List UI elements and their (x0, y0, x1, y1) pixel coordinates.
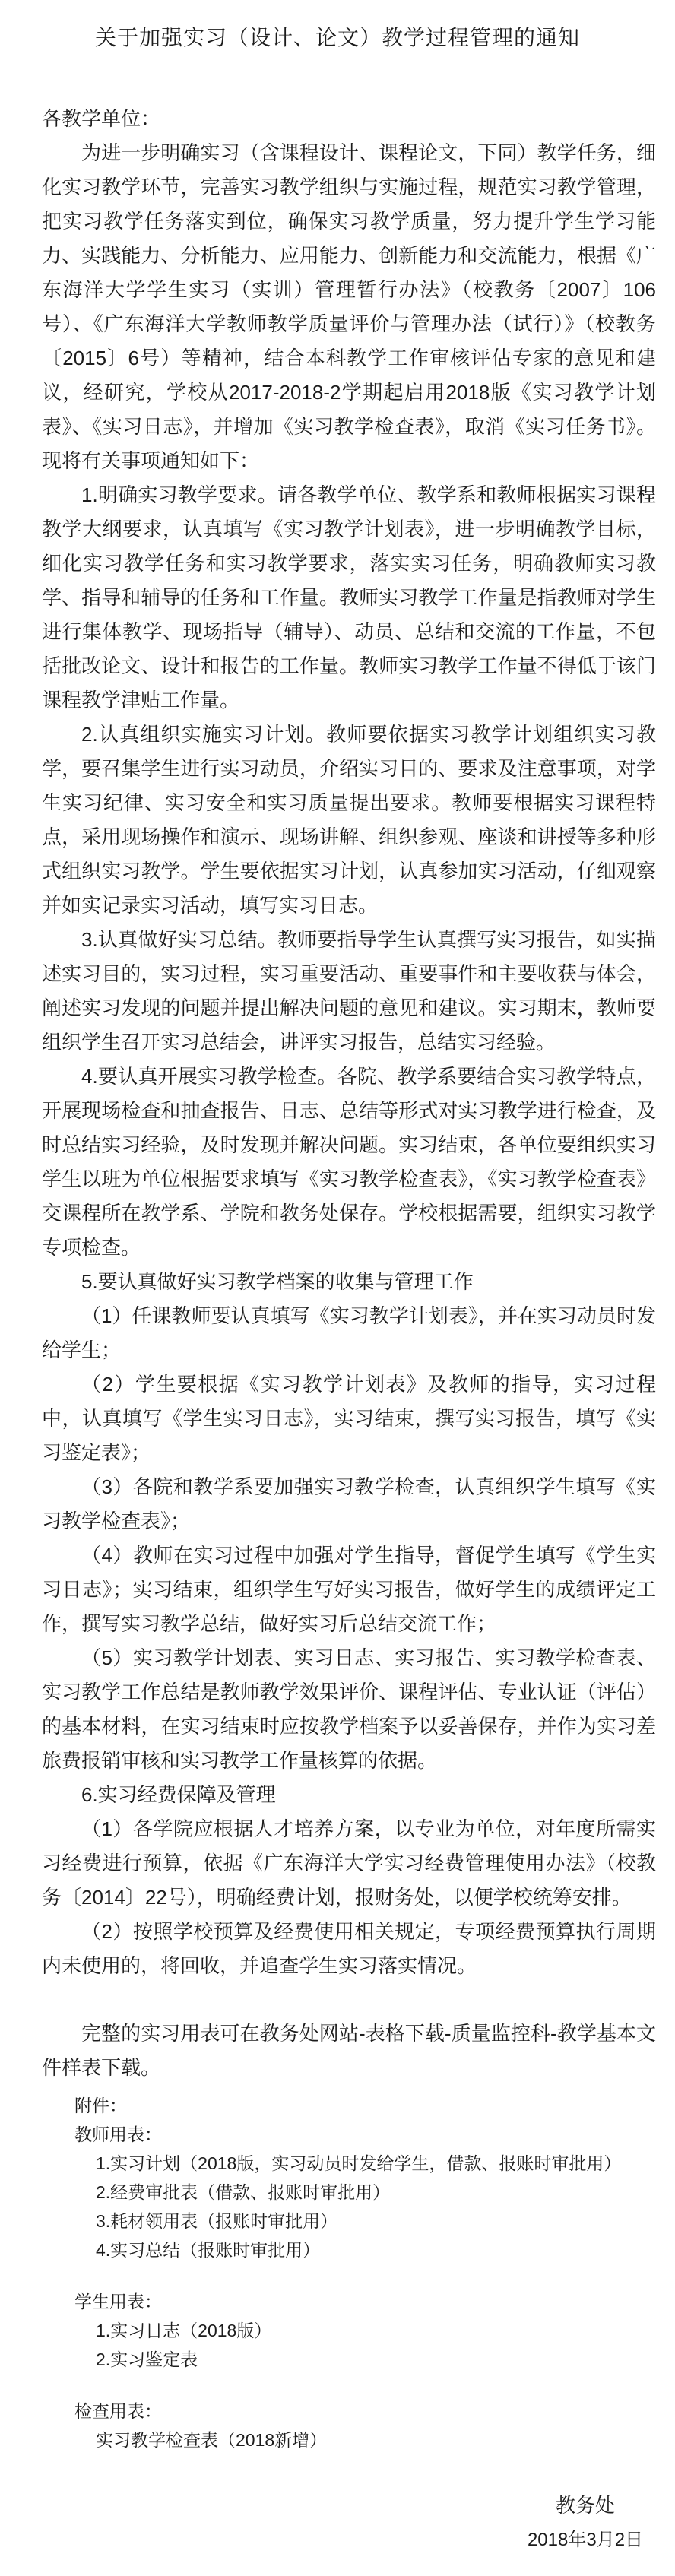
attachment-item: 2.实习鉴定表 (96, 2349, 198, 2369)
signature-block (0, 2489, 675, 2557)
attachment-item: 实习教学检查表（2018新增） (96, 2430, 328, 2450)
salutation: 各教学单位： (42, 107, 161, 130)
signature-inner (517, 2489, 654, 2557)
attachment-item: 1.实习计划（2018版，实习动员时发给学生，借款、报账时审批用） (96, 2153, 622, 2173)
attachments-section (74, 2091, 656, 2454)
attachments-label: 附件： (74, 2096, 127, 2115)
attachment-group (74, 2397, 656, 2454)
body-paragraph: 5.要认真做好实习教学档案的收集与管理工作 (81, 1270, 474, 1293)
paragraph-list (42, 136, 656, 1983)
body-paragraph: 1.明确实习教学要求。请各教学单位、教学系和教师根据实习课程教学大纲要求，认真填写《实习教学计划表》，进一步明确教学目标，细化实习教学任务和实习教学要求，落实实习任务，明确教师实习教学、指导和辅导的任务和工作量。教师实习教学工作量是指教师对学生进行集体教学、现场指导（辅导）、动员、总结和交流的工作量，不包括批改论文、设计和报告的工作量。教师实习教学工作量不得低于该门课程教学津贴工作量。 (42, 483, 656, 711)
body-paragraph: （2）按照学校预算及经费使用相关规定，专项经费预算执行周期内未使用的，将回收，并追查学生实习落实情况。 (42, 1920, 656, 1977)
body-paragraph: 2.认真组织实施实习计划。教师要依据实习教学计划组织实习教学，要召集学生进行实习动员，介绍实习目的、要求及注意事项，对学生实习纪律、实习安全和实习质量提出要求。教师要根据实习课程特点，采用现场操作和演示、现场讲解、组织参观、座谈和讲授等多种形式组织实习教学。学生要依据实习计划，认真参加实习活动，仔细观察并如实记录实习活动，填写实习日志。 (42, 723, 656, 917)
body-paragraph: 3.认真做好实习总结。教师要指导学生认真撰写实习报告，如实描述实习目的，实习过程，实习重要活动、重要事件和主要收获与体会，阐述实习发现的问题并提出解决问题的意见和建议。实习期末，教师要组织学生召开实习总结会，讲评实习报告，总结实习经验。 (42, 928, 656, 1054)
body-paragraph: 为进一步明确实习（含课程设计、课程论文，下同）教学任务，细化实习教学环节，完善实习教学组织与实施过程，规范实习教学管理，把实习教学任务落实到位，确保实习教学质量，努力提升学生学习能力、实践能力、分析能力、应用能力、创新能力和交流能力，根据《广东海洋大学学生实习（实训）管理暂行办法》（校教务〔2007〕106号）、《广东海洋大学教师教学质量评价与管理办法（试行）》（校教务〔2015〕6号）等精神，结合本科教学工作审核评估专家的意见和建议，经研究，学校从2017-2018-2学期起启用2018版《实习教学计划表》、《实习日志》，并增加《实习教学检查表》，取消《实习任务书》。现将有关事项通知如下： (42, 141, 656, 472)
attachment-group-heading: 检查用表： (74, 2401, 162, 2421)
attachment-item: 2.经费审批表（借款、报账时审批用） (96, 2182, 391, 2202)
attachment-group-heading: 学生用表： (74, 2292, 162, 2311)
body-paragraph: 4.要认真开展实习教学检查。各院、教学系要结合实习教学特点，开展现场检查和抽查报告、日志、总结等形式对实习教学进行检查，及时总结实习经验，及时发现并解决问题。实习结束，各单位要组织实习学生以班为单位根据要求填写《实习教学检查表》，《实习教学检查表》交课程所在教学系、学院和教务处保存。学校根据需要，组织实习教学专项检查。 (42, 1065, 656, 1259)
document-title: 关于加强实习（设计、论文）教学过程管理的通知 (94, 26, 580, 49)
attachment-groups (74, 2120, 656, 2454)
attachment-group (74, 2287, 656, 2374)
document-body (42, 102, 656, 1983)
body-paragraph: （2）学生要根据《实习教学计划表》及教师的指导，实习过程中，认真填写《学生实习日志》，实习结束，撰写实习报告，填写《实习鉴定表》； (42, 1373, 656, 1464)
body-paragraph: （3）各院和教学系要加强实习教学检查，认真组织学生填写《实习教学检查表》； (42, 1475, 656, 1532)
attachment-item: 3.耗材领用表（报账时审批用） (96, 2211, 338, 2231)
signature-date: 2018年3月2日 (527, 2530, 644, 2550)
attachment-group (74, 2120, 656, 2264)
body-paragraph: 6.实习经费保障及管理 (81, 1783, 276, 1806)
body-paragraph: （1）任课教师要认真填写《实习教学计划表》，并在实习动员时发给学生； (42, 1304, 656, 1361)
download-note: 完整的实习用表可在教务处网站-表格下载-质量监控科-教学基本文件样表下载。 (42, 2022, 656, 2079)
attachment-item: 1.实习日志（2018版） (96, 2321, 272, 2340)
body-paragraph: （4）教师在实习过程中加强对学生指导，督促学生填写《学生实习日志》；实习结束，组织学生写好实习报告，做好学生的成绩评定工作，撰写实习教学总结，做好实习后总结交流工作； (42, 1544, 656, 1635)
body-paragraph: （5）实习教学计划表、实习日志、实习报告、实习教学检查表、实习教学工作总结是教师教学效果评价、课程评估、专业认证（评估）的基本材料，在实习结束时应按教学档案予以妥善保存，并作为实习差旅费报销审核和实习教学工作量核算的依据。 (42, 1646, 656, 1772)
body-paragraph: （1）各学院应根据人才培养方案，以专业为单位，对年度所需实习经费进行预算，依据《广东海洋大学实习经费管理使用办法》（校教务〔2014〕22号），明确经费计划，报财务处，以便学校统筹安排。 (42, 1817, 656, 1909)
attachment-group-heading: 教师用表： (74, 2124, 162, 2144)
attachment-item: 4.实习总结（报账时审批用） (96, 2240, 321, 2260)
signature-org: 教务处 (555, 2494, 615, 2517)
